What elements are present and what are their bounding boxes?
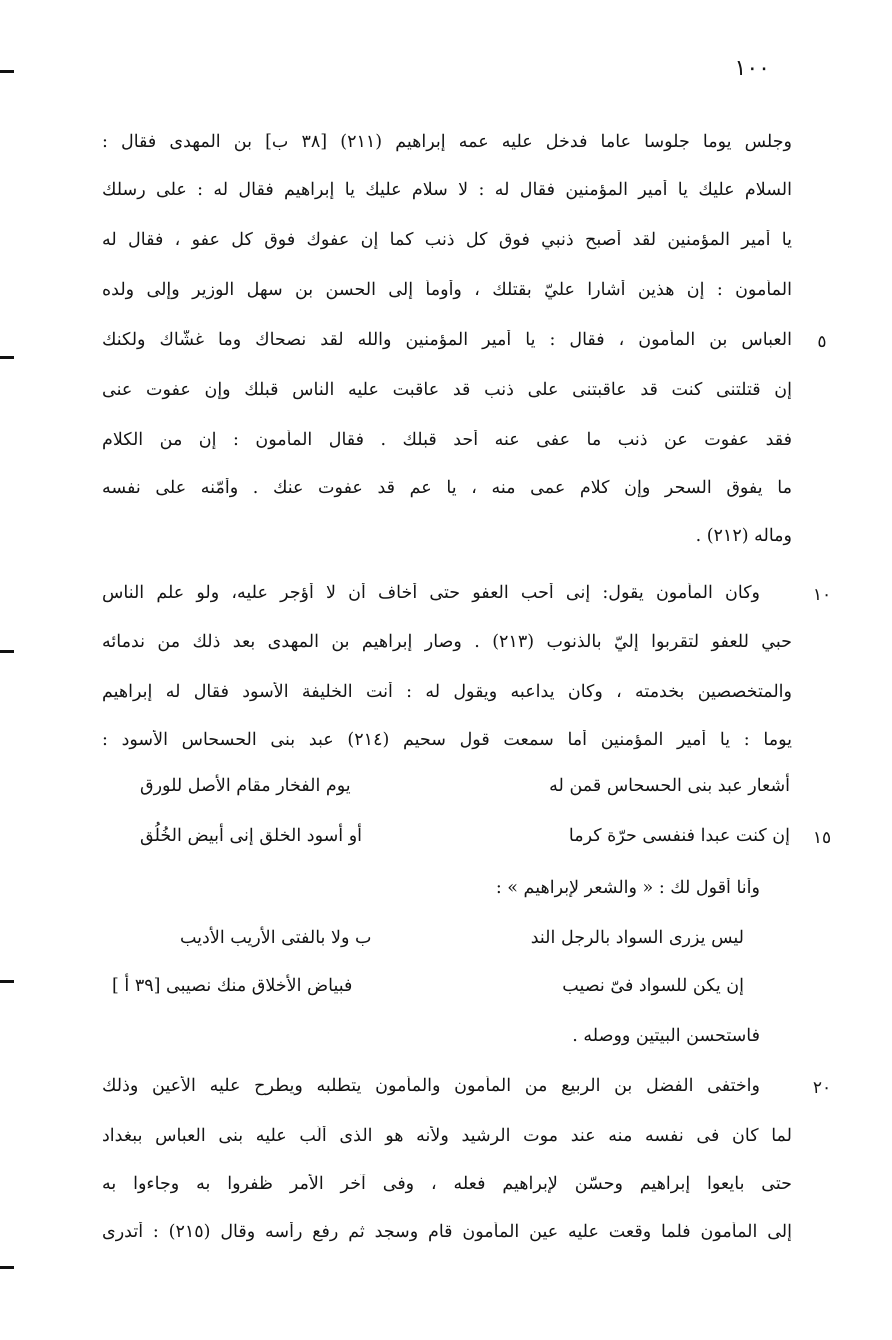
- text-line: وجلس يوما جلوسا عاما فدخل عليه عمه إبراهيم (٢١١) [٣٨ ب] بن المهدى فقال :: [102, 132, 792, 152]
- verse-hemistich: فبياض الأخلاق منك نصيبى [٣٩ أ ]: [112, 976, 353, 996]
- verse-hemistich: أو أسود الخلق إنى أبيض الخُلُق: [140, 826, 363, 846]
- text-line: حتى بايعوا إبراهيم وحسّن لإبراهيم فعله ، وفى آخر الأمر ظفروا به وجاءوا به: [102, 1174, 792, 1194]
- text-line: إلى المأمون فلما وقعت عليه عين المأمون قام وسجد ثم رفع رأسه وقال (٢١٥) : أتدرى: [102, 1222, 792, 1242]
- line-number: ١٥: [812, 828, 832, 848]
- line-number: ١٠: [812, 585, 832, 605]
- text-line: إن قتلتنى كنت قد عاقبتنى على ذنب قد عاقبت عليه الناس قبلك وإن عفوت عنى: [102, 380, 792, 400]
- verse-hemistich: يوم الفخار مقام الأصل للورق: [140, 776, 351, 796]
- verse-hemistich: إن يكن للسواد فىّ نصيب: [562, 976, 744, 996]
- text-line: حبي للعفو لتقربوا إليّ بالذنوب (٢١٣) . وصار إبراهيم بن المهدى بعد ذلك من ندمائه: [102, 632, 792, 652]
- text-line: ما يفوق السحر وإن كلام عمى منه ، يا عم قد عفوت عنك . وأمّنه على نفسه: [102, 478, 792, 498]
- text-line: والمتخصصين بخدمته ، وكان يداعبه ويقول له : أنت الخليفة الأسود فقال له إبراهيم: [102, 682, 792, 702]
- text-line: وأنا أقول لك : « والشعر لإبراهيم » :: [495, 878, 760, 898]
- text-line: المأمون : إن هذين أشارا عليّ بقتلك ، وأومأ إلى الحسن بن سهل الوزير وإلى ولده: [102, 280, 792, 300]
- text-line: يا أمير المؤمنين لقد أصبح ذنبي فوق كل ذنب كما إن عفوك فوق كل عفو ، فقال له: [102, 230, 792, 250]
- text-line: وماله (٢١٢) .: [695, 526, 792, 546]
- verse-hemistich: ب ولا بالفتى الأريب الأديب: [180, 928, 372, 948]
- page-edge-mark: [0, 1266, 14, 1269]
- text-line: فاستحسن البيتين ووصله .: [572, 1026, 760, 1046]
- text-line: السلام عليك يا أمير المؤمنين فقال له : لا سلام عليك يا إبراهيم فقال له : على رسلك: [102, 180, 792, 200]
- line-number: ٢٠: [812, 1078, 832, 1098]
- page-edge-mark: [0, 650, 14, 653]
- verse-hemistich: إن كنت عبدا فنفسى حرّة كرما: [568, 826, 790, 846]
- text-line: واختفى الفضل بن الربيع من المأمون والمأمون يتطلبه ويطرح عليه الأعين وذلك: [102, 1076, 760, 1096]
- page-edge-mark: [0, 356, 14, 359]
- verse-hemistich: أشعار عبد بنى الحسحاس قمن له: [549, 776, 790, 796]
- line-number: ٥: [817, 332, 827, 352]
- page-edge-mark: [0, 70, 14, 73]
- verse-hemistich: ليس يزرى السواد بالرجل الند: [530, 928, 744, 948]
- text-line: يوما : يا أمير المؤمنين أما سمعت قول سحيم (٢١٤) عبد بنى الحسحاس الأسود :: [102, 730, 792, 750]
- text-line: فقد عفوت عن ذنب ما عفى عنه أحد قبلك . فقال المأمون : إن من الكلام: [102, 430, 792, 450]
- text-line: لما كان فى نفسه منه عند موت الرشيد ولأنه هو الذى ألّب عليه بنى العباس ببغداد: [102, 1126, 792, 1146]
- text-line: العباس بن المأمون ، فقال : يا أمير المؤمنين والله لقد نصحاك وما غشّاك ولكنك: [102, 330, 792, 350]
- page-number: ١٠٠: [734, 56, 770, 81]
- page-edge-mark: [0, 980, 14, 983]
- text-line: وكان المأمون يقول: إنى أحب العفو حتى أخاف أن لا أؤجر عليه، ولو علم الناس: [102, 583, 760, 603]
